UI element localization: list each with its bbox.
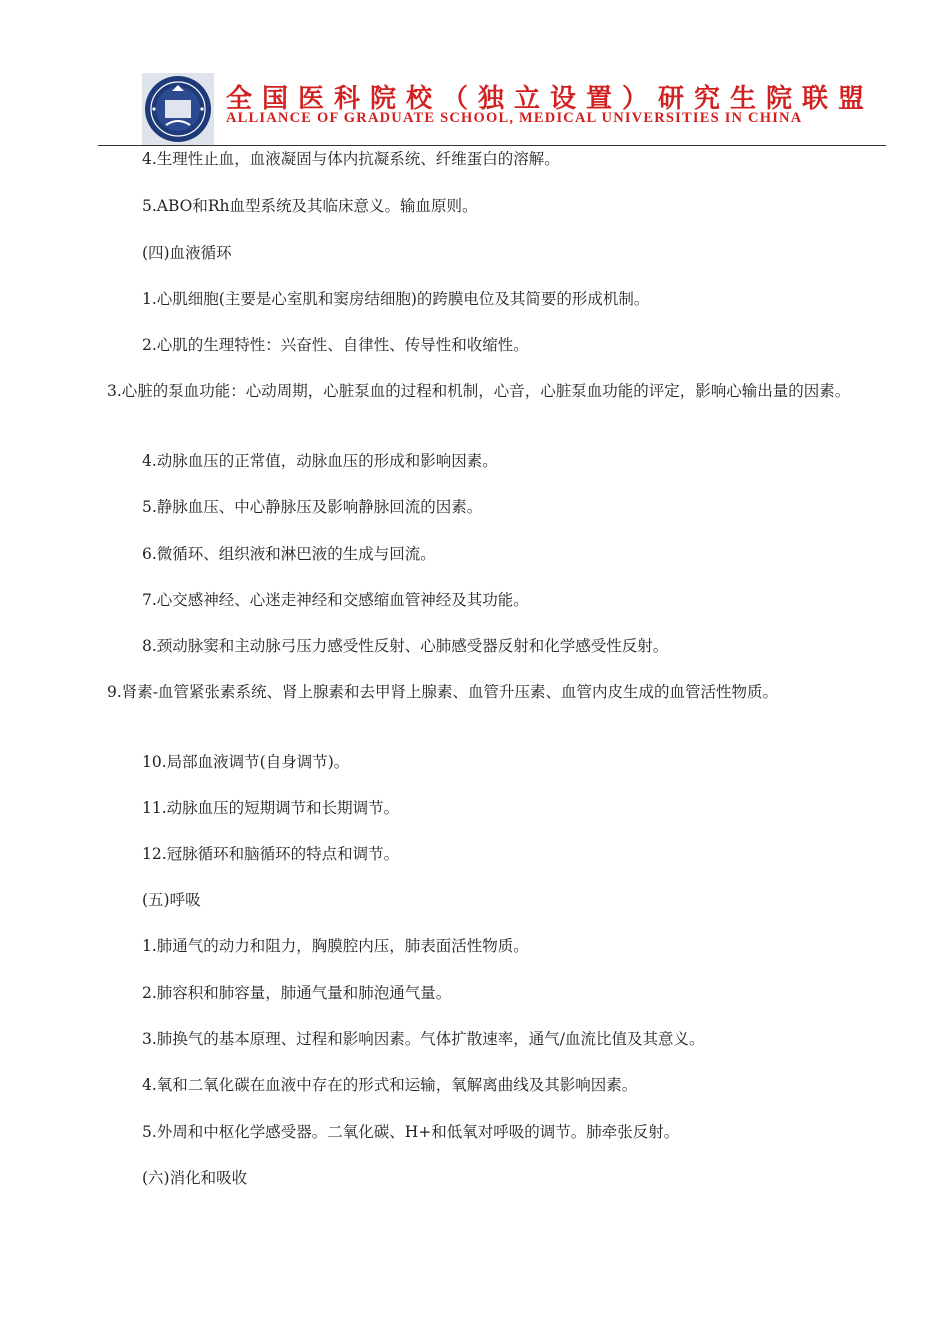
paragraph: 10.局部血液调节(自身调节)。 bbox=[142, 753, 350, 771]
paragraph: 3.心脏的泵血功能：心动周期，心脏泵血的过程和机制，心音，心脏泵血功能的评定，影响心输出量的因素。 bbox=[107, 382, 851, 400]
paragraph: 4.氧和二氧化碳在血液中存在的形式和运输，氧解离曲线及其影响因素。 bbox=[142, 1076, 638, 1094]
paragraph: 5.ABO和Rh血型系统及其临床意义。输血原则。 bbox=[142, 197, 478, 215]
paragraph: 5.外周和中枢化学感受器。二氧化碳、H+和低氧对呼吸的调节。肺牵张反射。 bbox=[142, 1123, 680, 1141]
paragraph: 4.生理性止血，血液凝固与体内抗凝系统、纤维蛋白的溶解。 bbox=[142, 150, 560, 168]
paragraph: 3.肺换气的基本原理、过程和影响因素。气体扩散速率，通气/血流比值及其意义。 bbox=[142, 1030, 705, 1048]
paragraph: 9.肾素-血管紧张素系统、肾上腺素和去甲肾上腺素、血管升压素、血管内皮生成的血管活性物质。 bbox=[107, 683, 779, 701]
header-divider bbox=[98, 145, 886, 146]
paragraph: 4.动脉血压的正常值，动脉血压的形成和影响因素。 bbox=[142, 452, 498, 470]
paragraph: 11.动脉血压的短期调节和长期调节。 bbox=[142, 799, 400, 817]
header-title-chinese: 全国医科院校（独立设置）研究生院联盟 bbox=[226, 84, 875, 114]
paragraph: 8.颈动脉窦和主动脉弓压力感受性反射、心肺感受器反射和化学感受性反射。 bbox=[142, 637, 669, 655]
paragraph: 2.心肌的生理特性：兴奋性、自律性、传导性和收缩性。 bbox=[142, 336, 529, 354]
page-header bbox=[0, 0, 950, 150]
section-heading: (五)呼吸 bbox=[142, 891, 201, 909]
alliance-logo-icon bbox=[142, 73, 214, 145]
paragraph: 5.静脉血压、中心静脉压及影响静脉回流的因素。 bbox=[142, 498, 483, 516]
paragraph: 1.心肌细胞(主要是心室肌和窦房结细胞)的跨膜电位及其简要的形成机制。 bbox=[142, 290, 650, 308]
paragraph: 7.心交感神经、心迷走神经和交感缩血管神经及其功能。 bbox=[142, 591, 529, 609]
section-heading: (六)消化和吸收 bbox=[142, 1169, 248, 1187]
section-heading: (四)血液循环 bbox=[142, 244, 232, 262]
paragraph: 6.微循环、组织液和淋巴液的生成与回流。 bbox=[142, 545, 436, 563]
header-title-english: ALLIANCE OF GRADUATE SCHOOL, MEDICAL UNIVERSITIES IN CHINA bbox=[226, 110, 803, 126]
paragraph: 12.冠脉循环和脑循环的特点和调节。 bbox=[142, 845, 400, 863]
paragraph: 2.肺容积和肺容量，肺通气量和肺泡通气量。 bbox=[142, 984, 452, 1002]
paragraph: 1.肺通气的动力和阻力，胸膜腔内压，肺表面活性物质。 bbox=[142, 937, 529, 955]
